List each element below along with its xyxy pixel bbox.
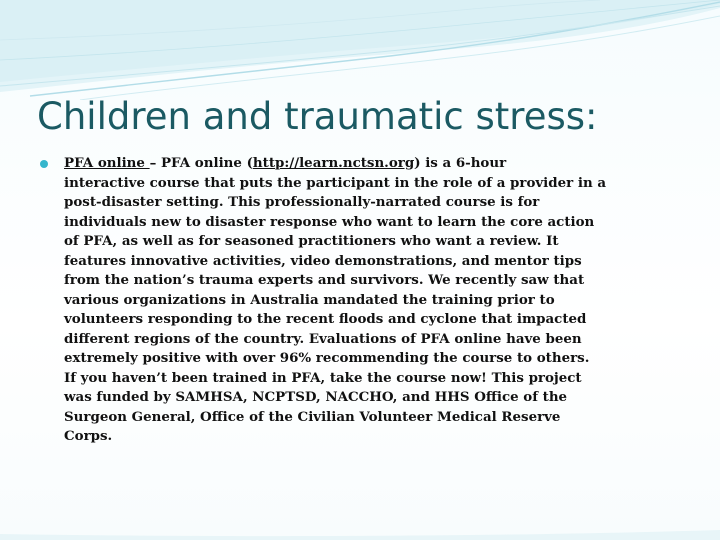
decorative-wave-footer [0,516,720,540]
paragraph-line-1 [64,154,712,174]
paragraph-line-6: features innovative activities, video demonstrations, and mentor tips [64,252,582,269]
pfa-online-label[interactable]: PFA online [64,155,150,171]
text-fragment: – PFA online ( [149,155,253,171]
decorative-wave-header [0,0,720,100]
paragraph-line-2: interactive course that puts the participant in the role of a provider in a [64,174,607,191]
bullet-marker [40,160,48,168]
paragraph-line-9: volunteers responding to the recent floods and cyclone that impacted [64,311,587,327]
paragraph-line-7: from the nation’s trauma experts and survivors. We recently saw that [64,272,585,288]
paragraph-line-14: Surgeon General, Office of the Civilian Volunteer Medical Reserve [64,408,561,425]
text-fragment: ) is a 6-hour [414,155,507,171]
paragraph-line-4: individuals new to disaster response who want to learn the core action [64,213,595,230]
paragraph-line-13: was funded by SAMHSA, NCPTSD, NACCHO, and HHS Office of the [64,389,568,405]
paragraph-line-5: of PFA, as well as for seasoned practitioners who want a review. It [64,233,559,249]
bullet-paragraph [64,154,712,447]
paragraph-line-3: post-disaster setting. This professionally-narrated course is for [64,194,540,210]
paragraph-line-8: various organizations in Australia mandated the training prior to [64,291,555,308]
nctsn-link[interactable]: http://learn.nctsn.org [252,155,415,171]
paragraph-line-15: Corps. [64,428,113,444]
paragraph-line-10: different regions of the country. Evaluations of PFA online have been [64,330,582,347]
slide-title: Children and traumatic stress: [37,95,598,138]
paragraph-line-11: extremely positive with over 96% recommending the course to others. [64,350,590,366]
paragraph-line-12: If you haven’t been trained in PFA, take the course now! This project [64,369,582,386]
